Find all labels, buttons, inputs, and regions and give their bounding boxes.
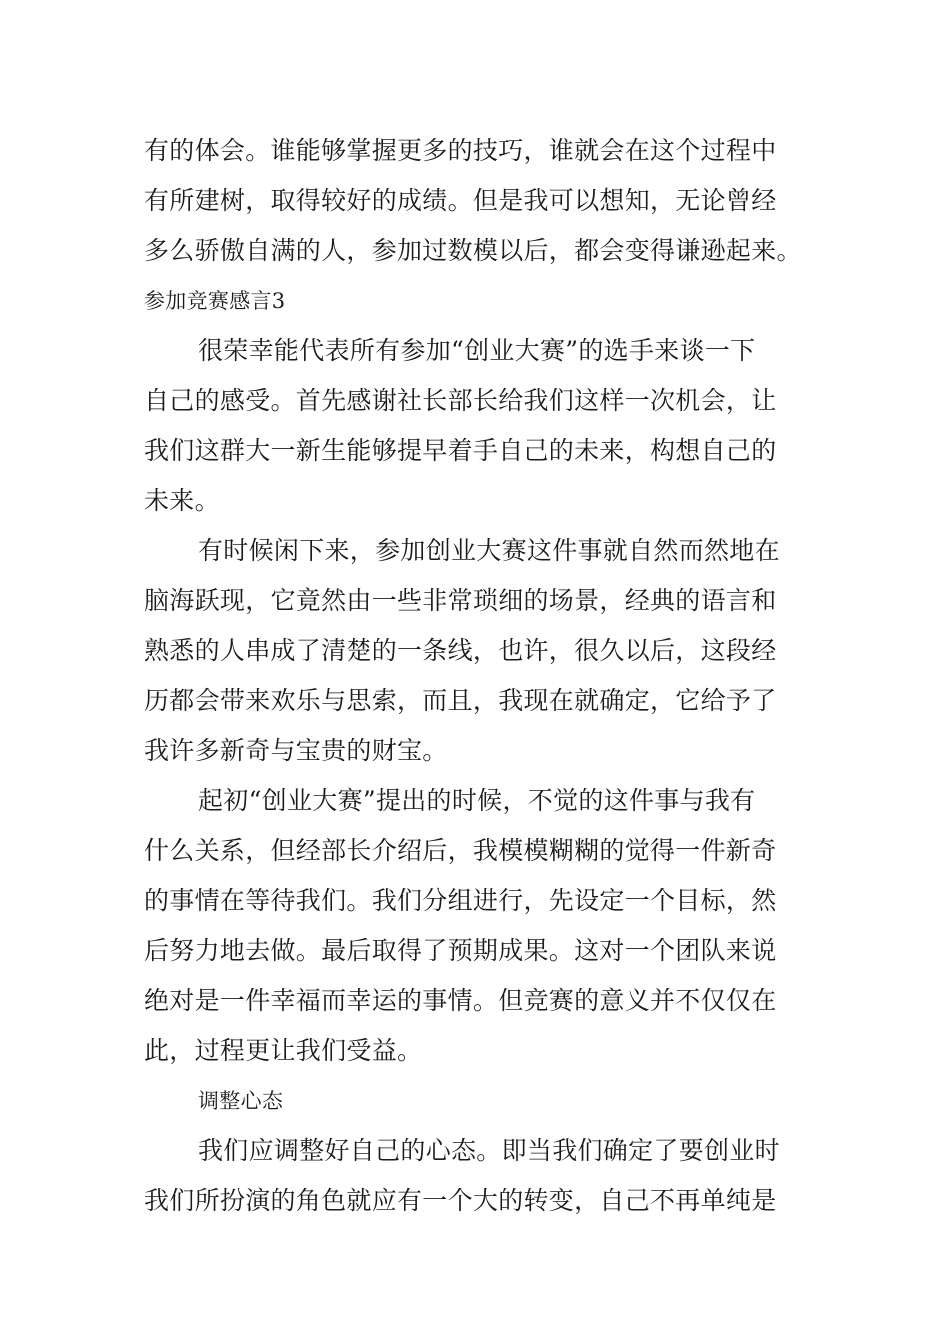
paragraph-start-line: 我们应调整好自己的心态。即当我们确定了要创业时 [198, 1136, 780, 1165]
text-line: 后努力地去做。最后取得了预期成果。这对一个团队来说 [144, 936, 777, 965]
text-line: 我许多新奇与宝贵的财宝。 [144, 736, 448, 765]
text-line: 有所建树，取得较好的成绩。但是我可以想知，无论曾经 [144, 186, 777, 215]
text-line: 熟悉的人串成了清楚的一条线，也许，很久以后，这段经 [144, 636, 777, 665]
text-line: 多么骄傲自满的人，参加过数模以后，都会变得谦逊起来。 [144, 236, 802, 265]
text-line: 我们所扮演的角色就应有一个大的转变，自己不再单纯是 [144, 1186, 777, 1215]
text-line: 有的体会。谁能够掌握更多的技巧，谁就会在这个过程中 [144, 136, 777, 165]
document-page [144, 126, 809, 1226]
text-line: 此，过程更让我们受益。 [144, 1036, 423, 1065]
section-heading: 参加竞赛感言3 [144, 289, 286, 313]
subheading: 调整心态 [198, 1089, 284, 1113]
text-line: 的事情在等待我们。我们分组进行，先设定一个目标，然 [144, 886, 777, 915]
text-line: 脑海跃现，它竟然由一些非常琐细的场景，经典的语言和 [144, 586, 777, 615]
text-line: 什么关系，但经部长介绍后，我模模糊糊的觉得一件新奇 [144, 836, 777, 865]
text-line: 历都会带来欢乐与思索，而且，我现在就确定，它给予了 [144, 686, 777, 715]
text-line: 未来。 [144, 486, 220, 515]
paragraph-start-line: 起初“创业大赛”提出的时候，不觉的这件事与我有 [198, 786, 756, 815]
text-line: 绝对是一件幸福而幸运的事情。但竞赛的意义并不仅仅在 [144, 986, 777, 1015]
paragraph-start-line: 很荣幸能代表所有参加“创业大赛”的选手来谈一下 [198, 336, 756, 365]
paragraph-start-line: 有时候闲下来，参加创业大赛这件事就自然而然地在 [198, 536, 780, 565]
text-line: 我们这群大一新生能够提早着手自己的未来，构想自己的 [144, 436, 777, 465]
text-line: 自己的感受。首先感谢社长部长给我们这样一次机会，让 [144, 386, 777, 415]
